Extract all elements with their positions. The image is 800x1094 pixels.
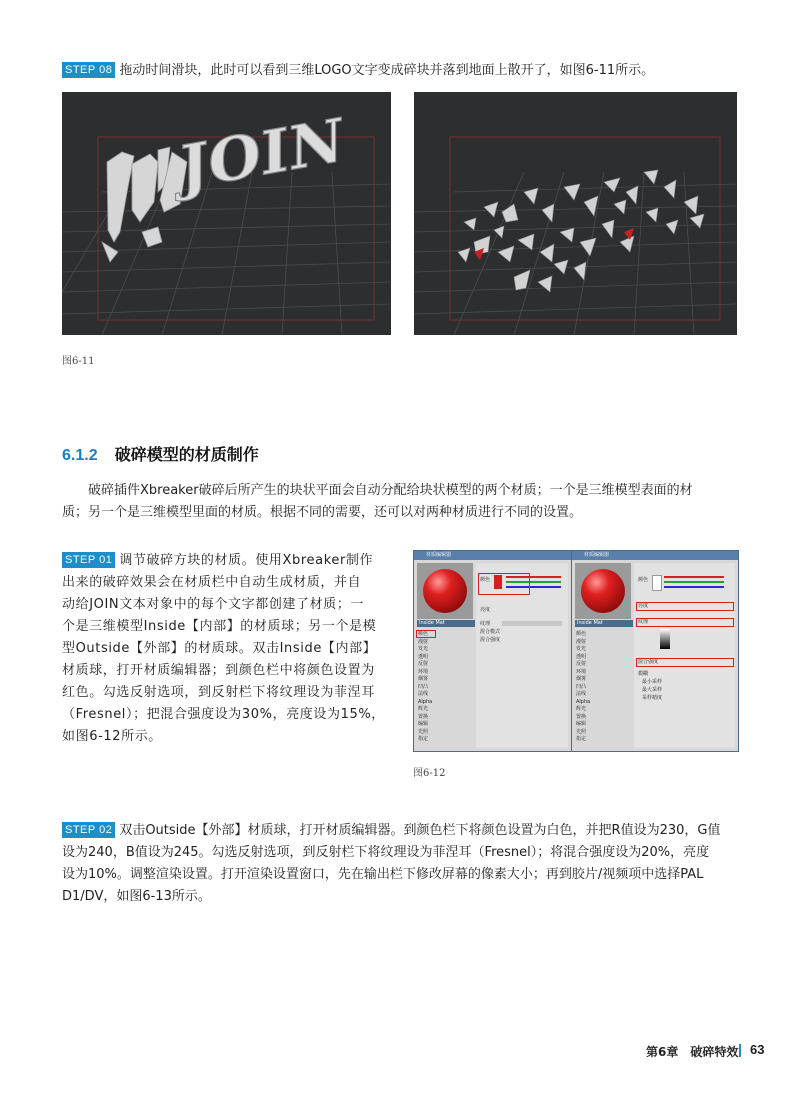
- channel-item[interactable]: 发光: [418, 646, 429, 652]
- step02-line: STEP 02 双击Outside【外部】材质球，打开材质编辑器。到颜色栏下将颜色设置为白色，并把R值设为230，G值: [62, 820, 752, 842]
- step-tag: STEP 02: [62, 822, 115, 838]
- step01-line: 个是三维模型Inside【内部】的材质球；另一个是模: [62, 619, 377, 634]
- channel-item[interactable]: 颜色: [576, 631, 587, 637]
- setting-label: 模糊: [638, 671, 649, 677]
- intro-line: 破碎插件Xbreaker破碎后所产生的块状平面会自动分配给块状模型的两个材质；一个是三维模型表面的材: [88, 483, 693, 498]
- channel-item[interactable]: 反射: [576, 661, 587, 667]
- window-title: 材质编辑器: [414, 551, 571, 560]
- step-tag: STEP 01: [62, 552, 115, 568]
- setting-label: 颜色: [480, 577, 491, 583]
- channel-item[interactable]: 光照: [418, 728, 429, 735]
- material-name: Inside Mat: [575, 620, 633, 627]
- grid-floor-logo: [62, 92, 391, 335]
- b-slider[interactable]: [664, 586, 724, 588]
- texture-field[interactable]: [502, 621, 562, 626]
- channel-item[interactable]: 辉光: [418, 706, 429, 712]
- step01-line: STEP 01 调节破碎方块的材质。使用Xbreaker制作: [62, 550, 402, 572]
- intro-paragraph: [62, 480, 742, 524]
- page-number: 63: [750, 1042, 765, 1057]
- setting-label: 颜色: [638, 577, 649, 583]
- step01-line: 出来的破碎效果会在材质栏中自动生成材质，并自: [62, 575, 362, 590]
- channel-item[interactable]: 环境: [576, 668, 587, 675]
- step01-line: 型Outside【外部】的材质球。双击Inside【内部】: [62, 641, 377, 656]
- logo-text: JOIN: [180, 104, 344, 205]
- footer-chapter: 第6章 破碎特效: [646, 1045, 739, 1059]
- channel-item[interactable]: 置换: [418, 713, 429, 720]
- step01-paragraph: [62, 550, 402, 748]
- material-name: Inside Mat: [417, 620, 475, 627]
- render-shot-logo: [62, 92, 391, 335]
- channel-item[interactable]: 法线: [418, 691, 429, 697]
- channel-item[interactable]: Alpha: [576, 698, 591, 705]
- g-slider[interactable]: [664, 581, 724, 583]
- channel-item[interactable]: 漫射: [418, 638, 429, 645]
- setting-label: 最小采样: [642, 679, 663, 685]
- channel-item[interactable]: 凹凸: [576, 683, 587, 690]
- window-title: 材质编辑器: [572, 551, 738, 560]
- channel-item[interactable]: 辉光: [576, 706, 587, 712]
- grid-floor-shattered: [414, 92, 737, 335]
- render-shot-shattered: [414, 92, 737, 335]
- step01-line: （Fresnel）；把混合强度设为30%，亮度设为15%，: [62, 707, 385, 722]
- step08-paragraph: [62, 60, 762, 82]
- step01-line: 动给JOIN文本对象中的每个文字都创建了材质；一: [62, 597, 365, 612]
- setting-label: 混合强度: [638, 659, 659, 665]
- channel-item[interactable]: 编辑: [418, 721, 429, 727]
- step-tag: STEP 08: [62, 62, 115, 78]
- channel-item[interactable]: 颜色: [418, 631, 429, 637]
- r-slider[interactable]: [664, 576, 724, 578]
- material-sphere: [581, 569, 625, 613]
- footer-divider: [739, 1044, 741, 1057]
- step02-paragraph: [62, 820, 752, 908]
- channel-item[interactable]: 漫射: [576, 638, 587, 645]
- highlight-box: [636, 658, 734, 667]
- channel-item[interactable]: 编辑: [576, 721, 587, 727]
- section-heading: [62, 442, 259, 465]
- highlight-box: [478, 573, 530, 595]
- setting-label: 混合强度: [480, 637, 501, 643]
- channel-item[interactable]: 指定: [576, 736, 587, 742]
- section-number: 6.1.2: [62, 447, 98, 464]
- material-preview: [575, 563, 631, 619]
- material-editor-window-inside: [413, 550, 572, 752]
- setting-label: 亮度: [480, 607, 491, 613]
- step08-text: 拖动时间滑块，此时可以看到三维LOGO文字变成碎块并落到地面上散开了，如图6-11所示。: [119, 63, 655, 78]
- channel-item[interactable]: 光照: [576, 728, 587, 735]
- section-title: 破碎模型的材质制作: [114, 445, 259, 464]
- highlight-box: [416, 630, 436, 638]
- intro-line: 质；另一个是三维模型里面的材质。根据不同的需要，还可以对两种材质进行不同的设置。: [62, 505, 583, 520]
- step01-line: 材质球，打开材质编辑器；到颜色栏中将颜色设置为: [62, 663, 375, 678]
- setting-label: 采样精度: [642, 695, 663, 701]
- highlight-box: [636, 602, 734, 611]
- setting-label: 亮度: [638, 603, 649, 609]
- step02-line: 设为10%。调整渲染设置。打开渲染设置窗口，先在输出栏下修改屏幕的像素大小；再到胶片/视频项中选择PAL: [62, 867, 704, 882]
- channel-item[interactable]: 环境: [418, 668, 429, 675]
- color-swatch-white: [652, 575, 662, 591]
- figure-caption: 图6-12: [413, 768, 446, 779]
- material-editor-window-reflection: [571, 550, 739, 752]
- channel-item[interactable]: 发光: [576, 646, 587, 652]
- setting-label: 混合模式: [480, 629, 501, 635]
- settings-panel: [476, 563, 568, 748]
- channel-item[interactable]: 烟雾: [418, 676, 429, 682]
- setting-label: 纹理: [638, 619, 649, 625]
- step01-line: 红色。勾选反射选项，到反射栏下将纹理设为菲涅耳: [62, 685, 375, 700]
- figure-caption: 图6-11: [62, 356, 95, 367]
- material-preview: [417, 563, 473, 619]
- channel-list: [418, 631, 470, 744]
- channel-item[interactable]: Alpha: [418, 698, 433, 705]
- settings-panel: [634, 563, 735, 748]
- channel-list: [576, 631, 628, 744]
- channel-item[interactable]: 指定: [418, 736, 429, 742]
- channel-item[interactable]: 置换: [576, 713, 587, 720]
- channel-item[interactable]: 烟雾: [576, 676, 587, 682]
- material-sphere: [423, 569, 467, 613]
- step01-line: 如图6-12所示。: [62, 729, 162, 744]
- channel-item[interactable]: 透明: [576, 653, 587, 660]
- channel-item[interactable]: 反射: [418, 661, 429, 667]
- step02-line: 设为240，B值设为245。勾选反射选项，到反射栏下将纹理设为菲涅耳（Fresnel）；将混合强度设为20%，亮度: [62, 845, 710, 860]
- channel-item[interactable]: 透明: [418, 653, 429, 660]
- channel-item[interactable]: 法线: [576, 691, 587, 697]
- setting-label: 纹理: [480, 621, 491, 627]
- fresnel-gradient: [660, 629, 670, 649]
- step02-line: D1/DV，如图6-13所示。: [62, 889, 211, 904]
- highlight-box: [636, 618, 734, 627]
- channel-item[interactable]: 凹凸: [418, 683, 429, 690]
- setting-label: 最大采样: [642, 687, 663, 693]
